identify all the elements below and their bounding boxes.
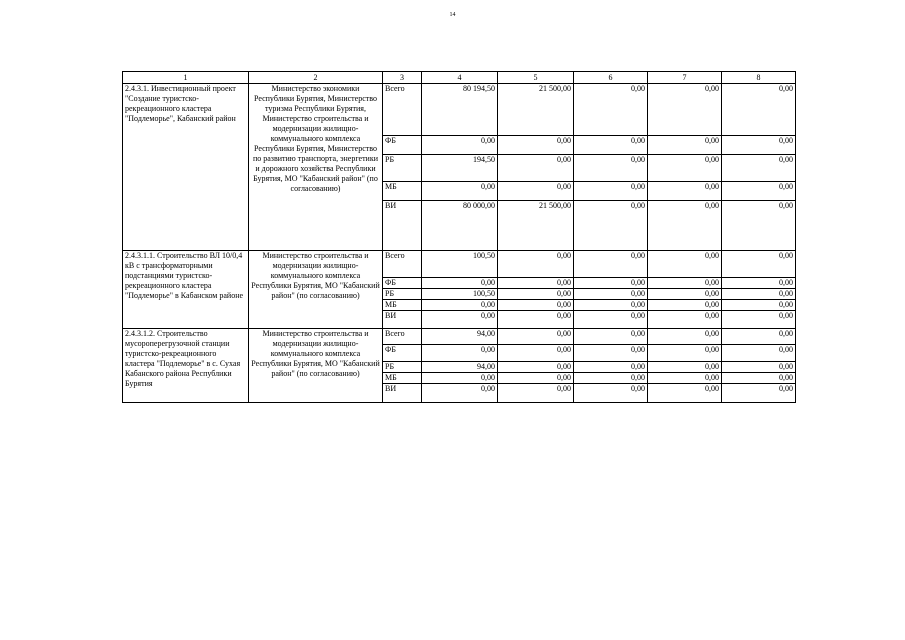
table-row	[123, 84, 796, 136]
table-body	[123, 72, 796, 403]
amount-cell: 0,00	[648, 384, 722, 403]
amount-cell: 0,00	[422, 278, 498, 289]
amount-cell: 0,00	[648, 155, 722, 182]
amount-cell: 0,00	[422, 373, 498, 384]
amount-cell: 0,00	[498, 155, 574, 182]
amount-cell: 0,00	[722, 329, 796, 345]
item-executor: Министерство экономики Республики Бурятия, Министерство туризма Республики Бурятия, Министерство строительства и модернизации жилищно-коммунального комплекса Республики Бурятия, Министерство по развитию транспорта, энергетики и дорожного хозяйства Республики Бурятия, МО "Кабанский район" (по согласованию)	[249, 84, 383, 251]
header-cell: 5	[498, 72, 574, 84]
amount-cell: 0,00	[648, 329, 722, 345]
item-executor: Министерство строительства и модернизации жилищно-коммунального комплекса Республики Бурятия, МО "Кабанский район" (по согласованию)	[249, 329, 383, 403]
funding-source: Всего	[383, 84, 422, 136]
amount-cell: 0,00	[574, 345, 648, 362]
amount-cell: 0,00	[498, 373, 574, 384]
amount-cell: 0,00	[648, 311, 722, 329]
amount-cell: 0,00	[574, 362, 648, 373]
amount-cell: 0,00	[574, 311, 648, 329]
funding-source: ФБ	[383, 278, 422, 289]
amount-cell: 0,00	[422, 311, 498, 329]
funding-source: Всего	[383, 329, 422, 345]
amount-cell: 0,00	[648, 251, 722, 278]
amount-cell: 21 500,00	[498, 201, 574, 251]
header-cell: 8	[722, 72, 796, 84]
amount-cell: 0,00	[422, 300, 498, 311]
amount-cell: 0,00	[722, 201, 796, 251]
amount-cell: 0,00	[722, 278, 796, 289]
funding-source: МБ	[383, 373, 422, 384]
amount-cell: 0,00	[574, 373, 648, 384]
amount-cell: 0,00	[498, 311, 574, 329]
amount-cell: 0,00	[648, 362, 722, 373]
amount-cell: 0,00	[498, 300, 574, 311]
amount-cell: 0,00	[574, 201, 648, 251]
amount-cell: 0,00	[574, 300, 648, 311]
amount-cell: 0,00	[574, 182, 648, 201]
amount-cell: 100,50	[422, 251, 498, 278]
header-cell: 4	[422, 72, 498, 84]
amount-cell: 0,00	[648, 345, 722, 362]
funding-source: МБ	[383, 300, 422, 311]
header-cell: 7	[648, 72, 722, 84]
amount-cell: 0,00	[422, 136, 498, 155]
amount-cell: 0,00	[574, 84, 648, 136]
amount-cell: 0,00	[422, 384, 498, 403]
amount-cell: 0,00	[722, 384, 796, 403]
amount-cell: 0,00	[722, 155, 796, 182]
amount-cell: 0,00	[648, 289, 722, 300]
amount-cell: 21 500,00	[498, 84, 574, 136]
amount-cell: 0,00	[648, 373, 722, 384]
amount-cell: 0,00	[722, 251, 796, 278]
amount-cell: 0,00	[422, 182, 498, 201]
amount-cell: 0,00	[574, 289, 648, 300]
header-row	[123, 72, 796, 84]
funding-source: РБ	[383, 155, 422, 182]
amount-cell: 0,00	[722, 84, 796, 136]
funding-source: Всего	[383, 251, 422, 278]
header-cell: 2	[249, 72, 383, 84]
funding-source: ВИ	[383, 201, 422, 251]
funding-source: РБ	[383, 362, 422, 373]
amount-cell: 0,00	[648, 201, 722, 251]
amount-cell: 80 000,00	[422, 201, 498, 251]
amount-cell: 0,00	[498, 182, 574, 201]
amount-cell: 0,00	[574, 384, 648, 403]
funding-source: ФБ	[383, 345, 422, 362]
amount-cell: 0,00	[498, 278, 574, 289]
amount-cell: 0,00	[498, 345, 574, 362]
amount-cell: 0,00	[422, 345, 498, 362]
header-cell: 6	[574, 72, 648, 84]
amount-cell: 0,00	[722, 136, 796, 155]
page-number: 14	[449, 12, 456, 18]
header-cell: 1	[123, 72, 249, 84]
amount-cell: 0,00	[498, 384, 574, 403]
item-name: 2.4.3.1.2. Строительство мусороперегрузочной станции туристско-рекреационного кластера "Подлеморье" в с. Сухая Кабанского района Республики Бурятия	[123, 329, 249, 403]
amount-cell: 80 194,50	[422, 84, 498, 136]
table-row	[123, 251, 796, 278]
budget-table	[122, 71, 796, 403]
amount-cell: 100,50	[422, 289, 498, 300]
amount-cell: 0,00	[574, 155, 648, 182]
funding-source: МБ	[383, 182, 422, 201]
amount-cell: 0,00	[574, 278, 648, 289]
amount-cell: 0,00	[648, 84, 722, 136]
amount-cell: 0,00	[498, 289, 574, 300]
amount-cell: 0,00	[648, 300, 722, 311]
funding-source: ВИ	[383, 311, 422, 329]
amount-cell: 0,00	[648, 278, 722, 289]
amount-cell: 0,00	[574, 136, 648, 155]
amount-cell: 0,00	[722, 311, 796, 329]
amount-cell: 0,00	[498, 362, 574, 373]
amount-cell: 0,00	[722, 362, 796, 373]
amount-cell: 94,00	[422, 329, 498, 345]
amount-cell: 0,00	[574, 251, 648, 278]
table-row	[123, 329, 796, 345]
amount-cell: 0,00	[498, 329, 574, 345]
amount-cell: 0,00	[648, 136, 722, 155]
header-cell: 3	[383, 72, 422, 84]
amount-cell: 0,00	[722, 373, 796, 384]
funding-source: ФБ	[383, 136, 422, 155]
amount-cell: 0,00	[722, 345, 796, 362]
amount-cell: 0,00	[722, 182, 796, 201]
amount-cell: 194,50	[422, 155, 498, 182]
amount-cell: 0,00	[498, 251, 574, 278]
amount-cell: 0,00	[722, 289, 796, 300]
amount-cell: 0,00	[498, 136, 574, 155]
amount-cell: 94,00	[422, 362, 498, 373]
funding-source: ВИ	[383, 384, 422, 403]
amount-cell: 0,00	[574, 329, 648, 345]
funding-source: РБ	[383, 289, 422, 300]
amount-cell: 0,00	[648, 182, 722, 201]
amount-cell: 0,00	[722, 300, 796, 311]
item-name: 2.4.3.1.1. Строительство ВЛ 10/0,4 кВ с трансформаторными подстанциями туристско-рекреационного кластера "Подлеморье" в Кабанском районе	[123, 251, 249, 329]
item-name: 2.4.3.1. Инвестиционный проект "Создание туристско-рекреационного кластера "Подлеморье", Кабанский район	[123, 84, 249, 251]
item-executor: Министерство строительства и модернизации жилищно-коммунального комплекса Республики Бурятия, МО "Кабанский район" (по согласованию)	[249, 251, 383, 329]
